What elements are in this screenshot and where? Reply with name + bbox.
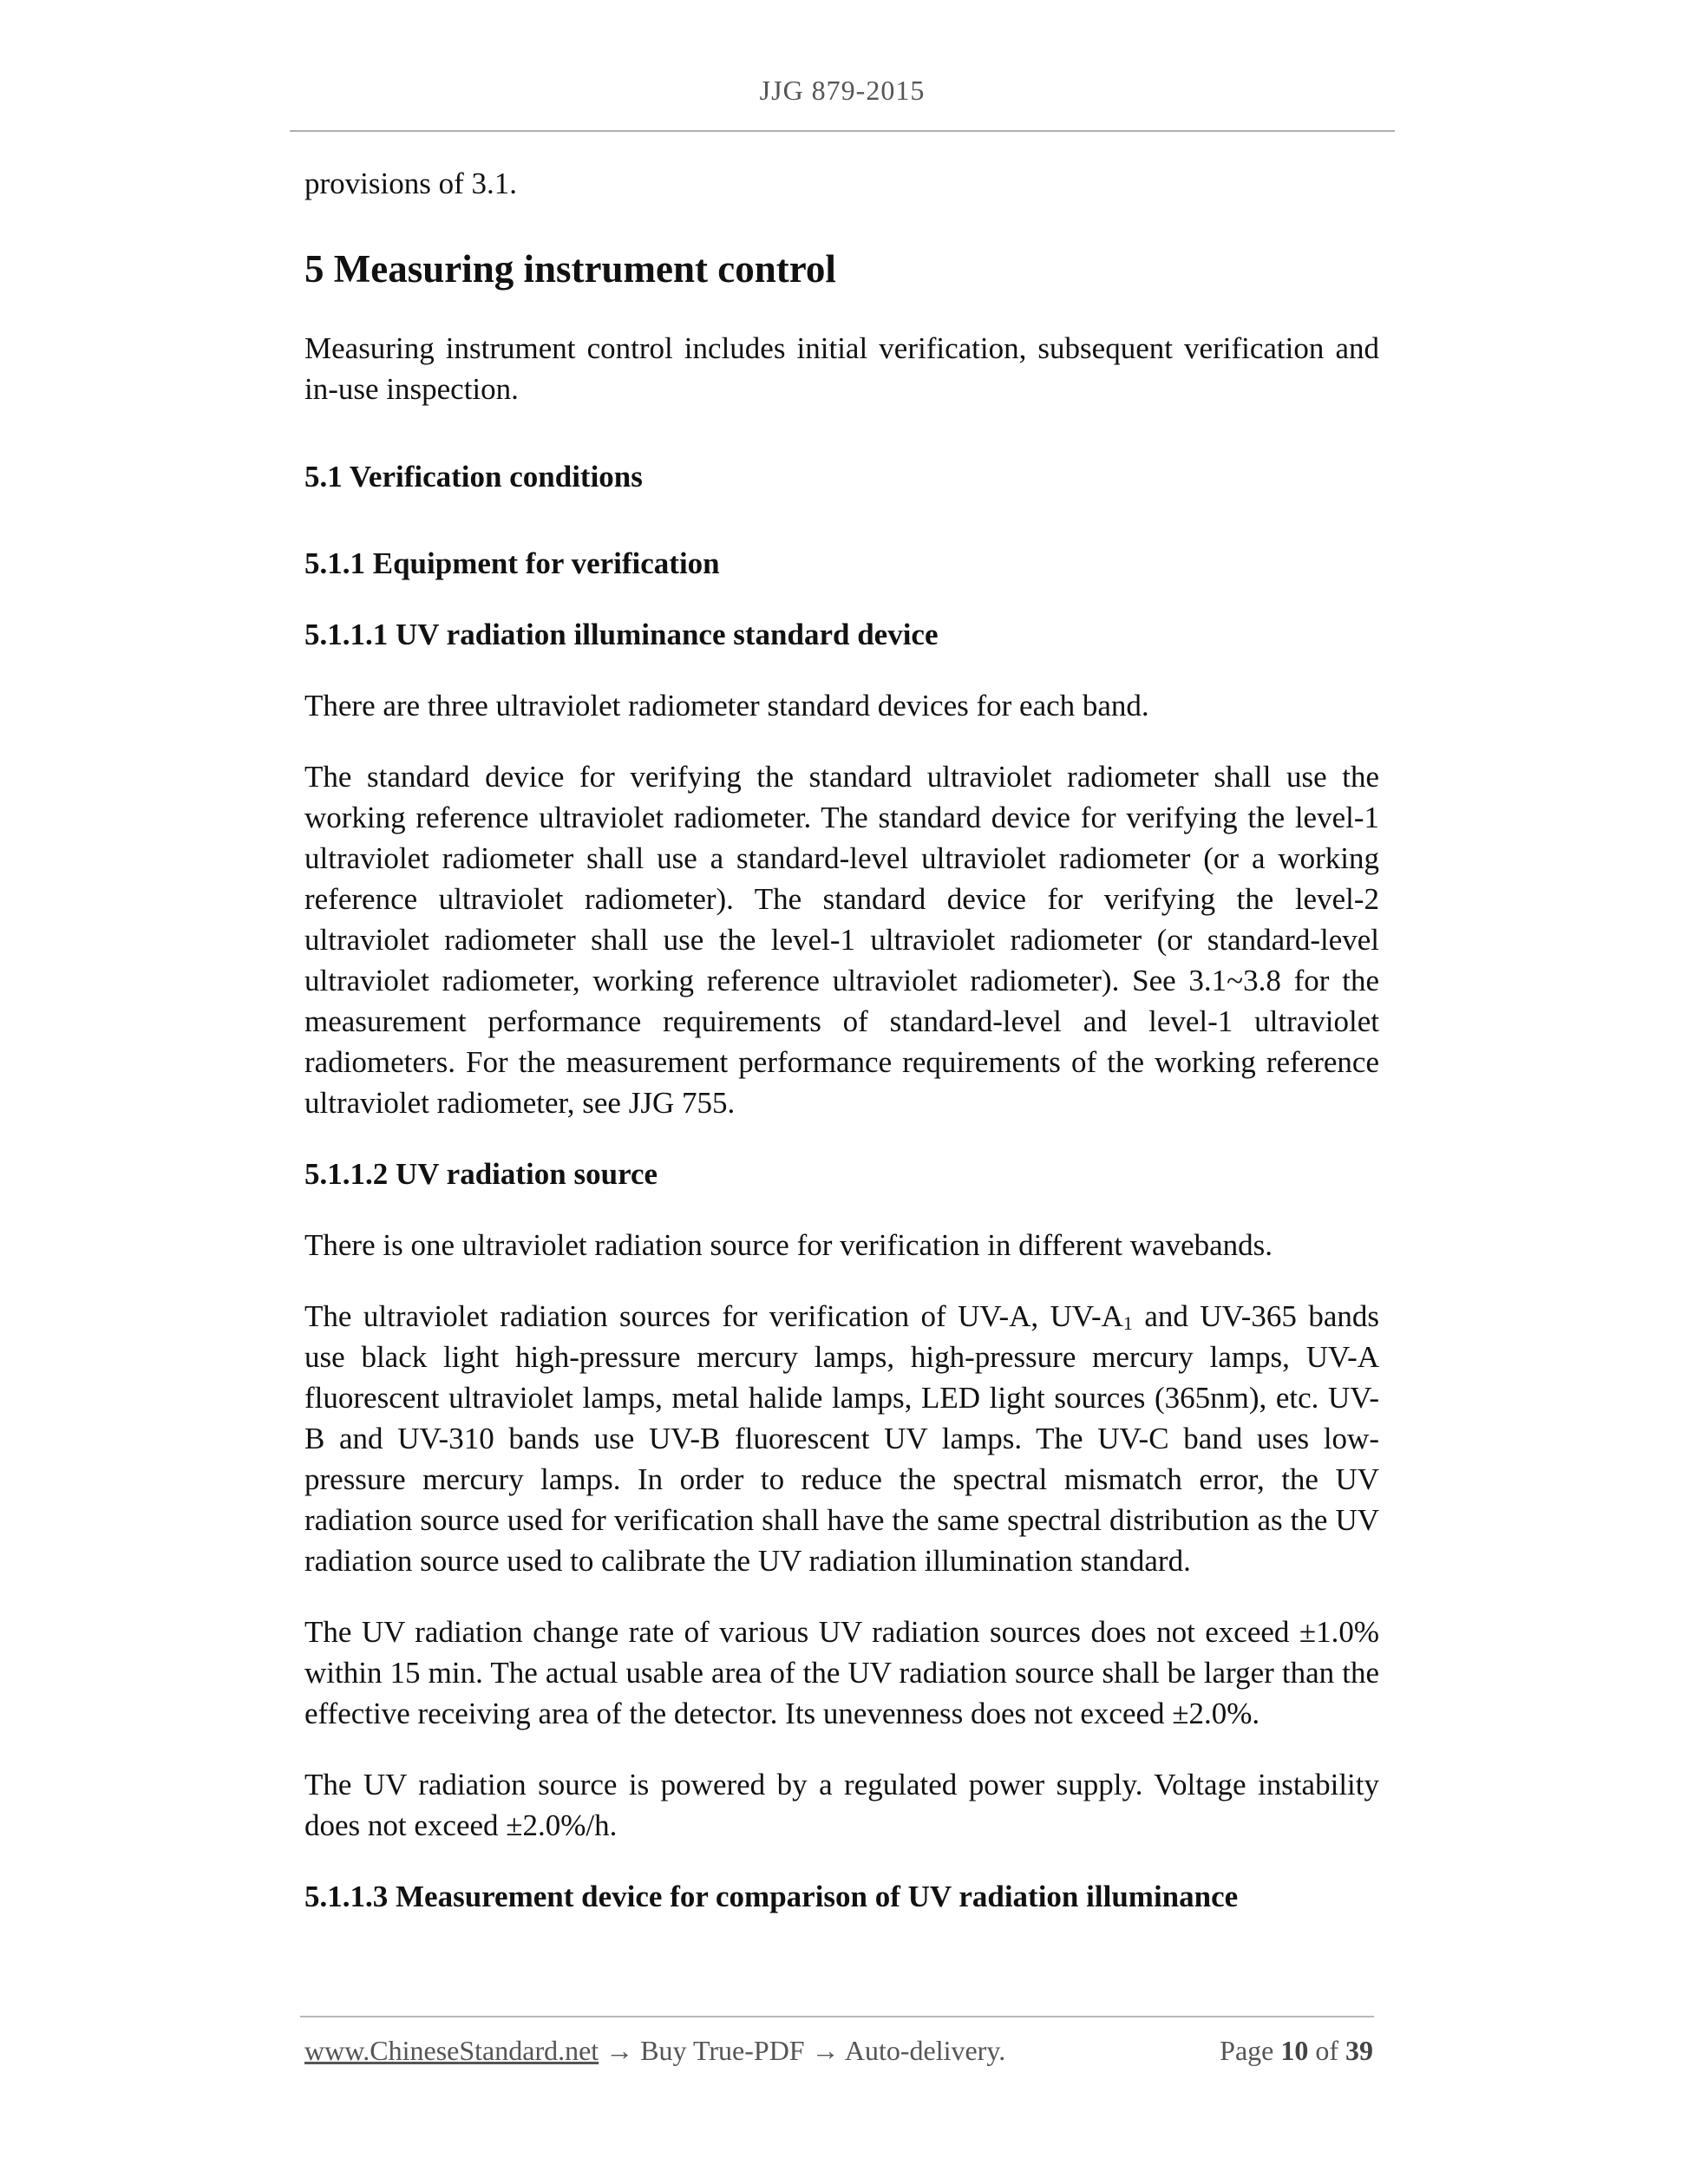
heading-5-1-1-1: 5.1.1.1 UV radiation illuminance standard device xyxy=(304,618,939,651)
footer-promo xyxy=(304,2035,1005,2067)
paragraph-radiation-source-count: There is one ultraviolet radiation source for verification in different wavebands. xyxy=(304,1228,1273,1262)
page-footer xyxy=(304,2035,1373,2075)
site-link[interactable]: www.ChineseStandard.net xyxy=(304,2035,599,2066)
paragraph-power-supply: The UV radiation source is powered by a regulated power supply. Voltage instability does not exceed ±2.0%/h. xyxy=(304,1768,1379,1842)
text-run: and UV-365 bands use black light high-pressure mercury lamps, high-pressure mercury lamps, UV-A fluorescent ultraviolet lamps, metal halide lamps, LED light sources (365nm), etc. UV-B and UV-310 bands use UV-B fluorescent UV lamps. The UV-C band uses low-pressure mercury lamps. In order to reduce the spectral mismatch error, the UV radiation source used for verification shall have the same spectral distribution as the UV radiation source used to calibrate the UV radiation illumination standard. xyxy=(304,1299,1379,1578)
page-counter xyxy=(1220,2035,1373,2067)
section-heading-5: 5 Measuring instrument control xyxy=(304,247,836,291)
paragraph-instrument-control: Measuring instrument control includes initial verification, subsequent verification and in-use inspection. xyxy=(304,331,1379,406)
page-total: 39 xyxy=(1345,2035,1373,2066)
paragraph-standard-devices: There are three ultraviolet radiometer standard devices for each band. xyxy=(304,689,1149,723)
paragraph-change-rate: The UV radiation change rate of various UV radiation sources does not exceed ±1.0% within 15 min. The actual usable area of the UV radiation source shall be larger than the effective receiving area of the detector. Its unevenness does not exceed ±2.0%. xyxy=(304,1615,1379,1730)
of-label: of xyxy=(1315,2035,1338,2066)
heading-5-1-1-3: 5.1.1.3 Measurement device for comparison of UV radiation illuminance xyxy=(304,1880,1239,1913)
paragraph-radiation-source-types xyxy=(304,1296,1379,1581)
paragraph-continuation: provisions of 3.1. xyxy=(304,167,517,200)
page-label: Page xyxy=(1220,2035,1274,2066)
heading-5-1-1: 5.1.1 Equipment for verification xyxy=(304,546,720,580)
footer-rule xyxy=(300,2016,1374,2017)
footer-promo-text: → Buy True-PDF → Auto-delivery. xyxy=(599,2035,1006,2066)
header-rule xyxy=(290,130,1395,132)
heading-5-1-1-2: 5.1.1.2 UV radiation source xyxy=(304,1157,658,1191)
text-run: The ultraviolet radiation sources for verification of UV-A, UV-A xyxy=(304,1299,1123,1333)
page-body xyxy=(304,163,1379,1917)
page-number: 10 xyxy=(1280,2035,1309,2066)
subscript: 1 xyxy=(1122,1312,1133,1334)
heading-5-1: 5.1 Verification conditions xyxy=(304,460,643,494)
paragraph-verification-hierarchy: The standard device for verifying the standard ultraviolet radiometer shall use the working reference ultraviolet radiometer. The standard device for verifying the level-1 ultraviolet radiometer shall use a standard-level ultraviolet radiometer (or a working reference ultraviolet radiometer). The standard device for verifying the level-2 ultraviolet radiometer shall use the level-1 ultraviolet radiometer (or standard-level ultraviolet radiometer, working reference ultraviolet radiometer). See 3.1~3.8 for the measurement performance requirements of standard-level and level-1 ultraviolet radiometers. For the measurement performance requirements of the working reference ultraviolet radiometer, see JJG 755. xyxy=(304,760,1379,1120)
running-header: JJG 879-2015 xyxy=(759,75,926,106)
